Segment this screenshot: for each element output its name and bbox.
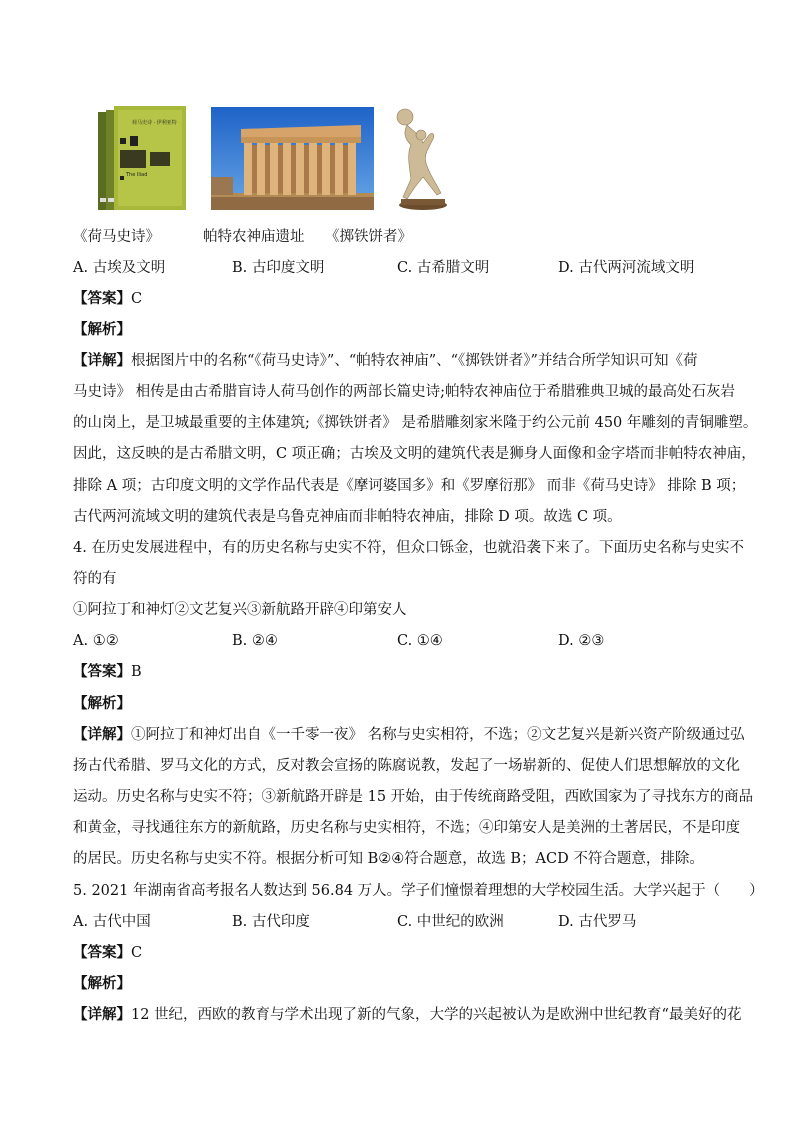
book-cover-text: 荷马史诗 · 伊利亚特 — [132, 120, 177, 126]
homer-epic-book-image — [96, 106, 188, 212]
q4-detail-line-1 — [73, 725, 745, 745]
detail-text: ①阿拉丁和神灯出自《一千零一夜》 名称与史实相符，不选；②文艺复兴是新兴资产阶级通过弘 — [131, 727, 745, 743]
q4-option-c: C. ①④ — [397, 633, 443, 649]
q3-option-d: D. 古代两河流域文明 — [558, 260, 695, 276]
q5-answer — [73, 943, 733, 963]
q5-option-d: D. 古代罗马 — [558, 914, 637, 930]
answer-label: 【答案】 — [73, 290, 131, 307]
q3-analysis-label: 【解析】 — [73, 321, 131, 338]
detail-text: 根据图片中的名称“《荷马史诗》”、“帕特农神庙”、“《掷铁饼者》”并结合所学知识可知《荷 — [131, 353, 698, 369]
detail-label: 【详解】 — [73, 352, 131, 369]
answer-value: B — [131, 664, 142, 680]
parthenon-image — [211, 107, 374, 210]
q4-question-line-1: 4. 在历史发展进程中，有的历史名称与史实不符，但众口铄金，也就沿袭下来了。下面历史名称与史实不 — [73, 540, 744, 556]
q3-option-a: A. 古埃及文明 — [73, 260, 166, 276]
q4-option-d: D. ②③ — [558, 633, 605, 649]
q4-detail-line-5: 的居民。历史名称与史实不符。根据分析可知 B②④符合题意，故选 B；ACD 不符合题意，排除。 — [73, 851, 704, 867]
answer-label: 【答案】 — [73, 944, 131, 961]
q4-question-line-2: 符的有 — [73, 571, 117, 587]
q3-detail-line-4: 因此，这反映的是古希腊文明，C 项正确；古埃及文明的建筑代表是狮身人面像和金字塔而非帕特农神庙， — [73, 446, 756, 462]
q4-option-a: A. ①② — [73, 633, 119, 649]
q4-analysis-label: 【解析】 — [73, 695, 131, 712]
caption-parthenon: 帕特农神庙遗址 — [203, 229, 305, 245]
q5-option-a: A. 古代中国 — [73, 914, 151, 930]
book-cover-title: The Iliad — [126, 172, 148, 178]
q3-answer — [73, 289, 733, 309]
q4-detail-line-4: 和黄金，寻找通往东方的新航路，历史名称与史实相符，不选；④印第安人是美洲的土著居民，不是印度 — [73, 820, 740, 836]
q4-items: ①阿拉丁和神灯②文艺复兴③新航路开辟④印第安人 — [73, 602, 407, 618]
q3-detail-line-2: 马史诗》 相传是由古希腊盲诗人荷马创作的两部长篇史诗;帕特农神庙位于希腊雅典卫城的最高处石灰岩 — [73, 384, 735, 400]
q4-option-b: B. ②④ — [232, 633, 278, 649]
q5-option-c: C. 中世纪的欧洲 — [397, 914, 504, 930]
answer-value: C — [131, 945, 143, 961]
detail-text: 12 世纪，西欧的教育与学术出现了新的气象，大学的兴起被认为是欧洲中世纪教育“最美好的花 — [131, 1007, 742, 1023]
answer-label: 【答案】 — [73, 663, 131, 680]
detail-label: 【详解】 — [73, 726, 131, 743]
q4-answer — [73, 662, 733, 682]
q4-detail-line-3: 运动。历史名称与史实不符；③新航路开辟是 15 开始，由于传统商路受阻，西欧国家为了寻找东方的商品 — [73, 789, 754, 805]
q5-option-b: B. 古代印度 — [232, 914, 310, 930]
q3-option-b: B. 古印度文明 — [232, 260, 325, 276]
q3-detail-line-6: 古代两河流域文明的建筑代表是乌鲁克神庙而非帕特农神庙，排除 D 项。故选 C 项。 — [73, 509, 622, 525]
discobolus-statue-image — [393, 105, 459, 211]
q3-detail-line-3: 的山岗上，是卫城最重要的主体建筑;《掷铁饼者》 是希腊雕刻家米隆于约公元前 450 年雕刻的青铜雕塑。 — [73, 415, 758, 431]
q5-analysis-label: 【解析】 — [73, 975, 131, 992]
q5-detail-line-1 — [73, 1005, 742, 1025]
caption-homer: 《荷马史诗》 — [73, 229, 160, 245]
q3-detail-line-5: 排除 A 项；古印度文明的文学作品代表是《摩诃婆国多》和《罗摩衍那》 而非《荷马史诗》 排除 B 项； — [73, 478, 746, 494]
q4-detail-line-2: 扬古代希腊、罗马文化的方式，反对教会宣扬的陈腐说教，发起了一场崭新的、促使人们思想解放的文化 — [73, 758, 740, 774]
answer-value: C — [131, 291, 143, 307]
q5-question: 5. 2021 年湖南省高考报名人数达到 56.84 万人。学子们憧憬着理想的大学校园生活。大学兴起于（ ） — [73, 883, 764, 899]
caption-discobolus: 《掷铁饼者》 — [325, 229, 412, 245]
q3-detail-line-1 — [73, 351, 733, 371]
detail-label: 【详解】 — [73, 1006, 131, 1023]
q3-option-c: C. 古希腊文明 — [397, 260, 490, 276]
